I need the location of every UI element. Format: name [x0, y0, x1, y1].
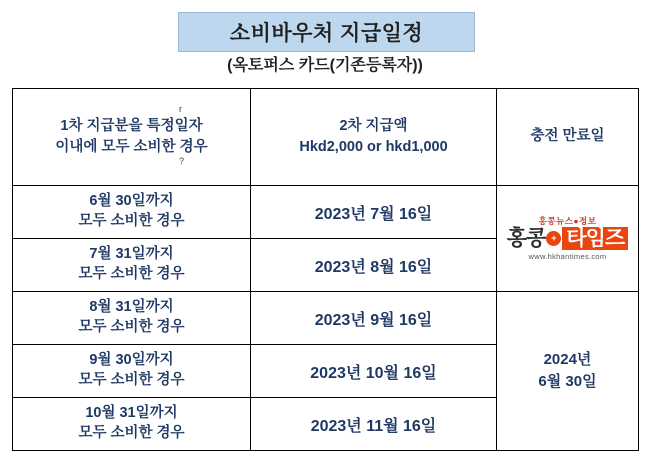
column-header-payment-line1: 2차 지급액 [339, 117, 408, 134]
cell-expiry-date [497, 292, 639, 451]
cell-condition-line2: 모두 소비한 경우 [78, 425, 185, 441]
title-banner [178, 12, 475, 52]
column-header-expiry-line1: 충전 만료일 [530, 128, 605, 145]
schedule-table [12, 88, 639, 451]
column-header-condition-line1: 1차 지급분을 특정일자 [60, 117, 203, 134]
logo-tagline: 홍콩뉴스●정보 [538, 215, 597, 226]
column-header-expiry [497, 89, 639, 186]
logo-url: www.hkhantimes.com [528, 252, 607, 261]
cell-payment-date: 2023년 11월 16일 [251, 398, 497, 451]
logo-name-left: 홍콩 [506, 227, 546, 250]
cell-payment-date: 2023년 8월 16일 [251, 239, 497, 292]
cell-payment-date: 2023년 9월 16일 [251, 292, 497, 345]
cell-condition [13, 292, 251, 345]
cell-condition-line1: 7월 31일까지 [89, 246, 174, 263]
cell-expiry-line2: 6월 30일 [538, 373, 597, 390]
header-mark-top: r [179, 104, 182, 114]
cell-condition-line1: 6월 30일까지 [89, 193, 174, 210]
cell-condition-line1: 10월 31일까지 [85, 405, 178, 422]
column-header-condition-line2: 이내에 모두 소비한 경우 [55, 139, 208, 155]
cell-expiry-line1: 2024년 [543, 351, 592, 369]
page-title: 소비바우처 지급일정 [229, 22, 424, 45]
cell-condition-line2: 모두 소비한 경우 [78, 266, 185, 282]
logo-cell [497, 186, 639, 292]
cell-condition-line1: 9월 30일까지 [89, 352, 174, 369]
header-mark-bottom: ? [179, 156, 185, 166]
logo [497, 186, 638, 291]
logo-name-right: 타임즈 [562, 227, 628, 250]
column-header-payment-line2: Hkd2,000 or hkd1,000 [299, 139, 448, 155]
cell-condition [13, 398, 251, 451]
logo-badge-icon: + [546, 231, 561, 246]
cell-payment-date: 2023년 7월 16일 [251, 186, 497, 239]
cell-condition [13, 239, 251, 292]
table-row [13, 292, 639, 345]
column-header-condition [13, 89, 251, 186]
table-row [13, 186, 639, 239]
cell-condition-line2: 모두 소비한 경우 [78, 372, 185, 388]
cell-payment-date: 2023년 10월 16일 [251, 345, 497, 398]
table-header-row [13, 89, 639, 186]
cell-condition-line2: 모두 소비한 경우 [78, 213, 185, 229]
cell-condition [13, 345, 251, 398]
cell-condition-line1: 8월 31일까지 [89, 299, 174, 316]
cell-condition [13, 186, 251, 239]
logo-wordmark [507, 227, 628, 250]
page-subtitle: (옥토퍼스 카드(기존등록자)) [227, 57, 423, 74]
cell-condition-line2: 모두 소비한 경우 [78, 319, 185, 335]
column-header-payment [251, 89, 497, 186]
